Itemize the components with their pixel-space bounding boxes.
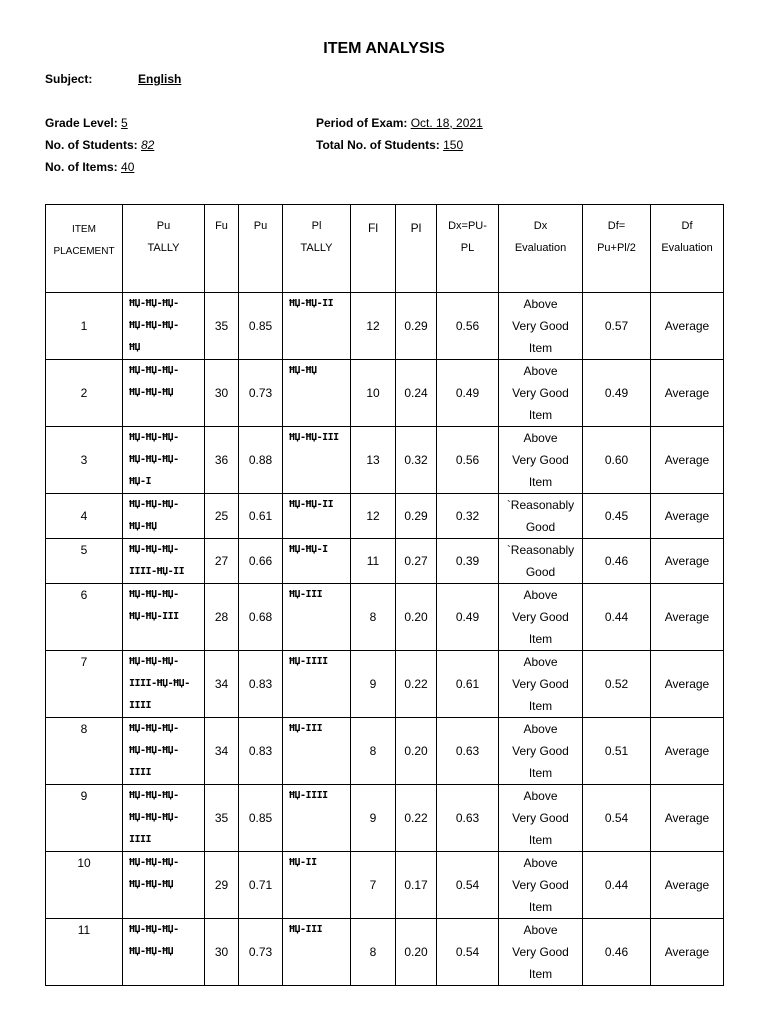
cell-pu-tally-line: ĦЏ-ĦЏ-ĦЏ- bbox=[129, 320, 179, 331]
cell-fl: 13 bbox=[351, 427, 396, 494]
cell-dx: 0.54 bbox=[437, 852, 499, 919]
cell-df-evaluation: Average bbox=[651, 494, 724, 539]
cell-item-number: 8 bbox=[46, 718, 123, 785]
cell-item-number: 6 bbox=[46, 584, 123, 651]
cell-dx-evaluation-line: Very Good bbox=[512, 610, 569, 624]
cell-pl: 0.24 bbox=[396, 360, 437, 427]
table-header-row bbox=[46, 205, 724, 293]
cell-pu-tally-line: ĦЏ-ĦЏ-ĦЏ- bbox=[129, 544, 179, 555]
cell-pu: 0.68 bbox=[239, 584, 283, 651]
cell-pl-tally bbox=[283, 293, 351, 360]
cell-pu-tally-line: ĦЏ-ĦЏ-ĦЏ- bbox=[129, 589, 179, 600]
cell-pl-tally-line: ĦЏ-ĦЏ-II bbox=[289, 499, 334, 510]
cell-dx: 0.56 bbox=[437, 293, 499, 360]
cell-fu: 36 bbox=[205, 427, 239, 494]
cell-item-number: 9 bbox=[46, 785, 123, 852]
cell-pu-tally-line: ĦЏ bbox=[129, 342, 141, 353]
cell-dx-evaluation bbox=[499, 919, 583, 986]
cell-pl: 0.22 bbox=[396, 785, 437, 852]
cell-item-number: 11 bbox=[46, 919, 123, 986]
cell-fu: 25 bbox=[205, 494, 239, 539]
cell-pu-tally-line: IIII bbox=[129, 834, 152, 845]
cell-dx-evaluation-line: Above bbox=[523, 588, 558, 602]
cell-dx-evaluation-line: Item bbox=[528, 766, 553, 780]
header-pl-tally-line2: TALLY bbox=[300, 242, 333, 254]
cell-pu-tally-line: ĦЏ-ĦЏ-ĦЏ- bbox=[129, 857, 179, 868]
cell-pu-tally bbox=[123, 718, 205, 785]
header-pl-tally-line1: Pl bbox=[311, 220, 322, 232]
cell-fl: 12 bbox=[351, 494, 396, 539]
header-fl: Fl bbox=[351, 205, 396, 293]
cell-fl: 8 bbox=[351, 584, 396, 651]
cell-pl: 0.17 bbox=[396, 852, 437, 919]
cell-pu-tally bbox=[123, 494, 205, 539]
cell-pu-tally-line: ĦЏ-ĦЏ-ĦЏ- bbox=[129, 499, 179, 510]
cell-pu: 0.83 bbox=[239, 718, 283, 785]
cell-dx-evaluation-line: Above bbox=[523, 722, 558, 736]
cell-pu-tally bbox=[123, 539, 205, 584]
cell-df-evaluation: Average bbox=[651, 852, 724, 919]
cell-dx: 0.63 bbox=[437, 785, 499, 852]
grade-label: Grade Level: bbox=[45, 116, 118, 130]
cell-pl-tally bbox=[283, 785, 351, 852]
cell-dx-evaluation-line: Very Good bbox=[512, 945, 569, 959]
cell-dx-evaluation-line: Very Good bbox=[512, 878, 569, 892]
cell-pu-tally-line: ĦЏ-ĦЏ bbox=[129, 521, 157, 532]
cell-pl: 0.20 bbox=[396, 584, 437, 651]
cell-df-evaluation: Average bbox=[651, 360, 724, 427]
period-label: Period of Exam: bbox=[316, 116, 408, 130]
header-dx-evaluation-line2: Evaluation bbox=[514, 242, 567, 254]
items-value: 40 bbox=[121, 160, 135, 174]
cell-df-evaluation: Average bbox=[651, 584, 724, 651]
cell-dx-evaluation bbox=[499, 785, 583, 852]
header-pu-tally-line1: Pu bbox=[156, 220, 171, 232]
cell-item-number: 10 bbox=[46, 852, 123, 919]
table-row bbox=[46, 539, 724, 584]
item-analysis-table bbox=[45, 204, 724, 986]
cell-pu: 0.83 bbox=[239, 651, 283, 718]
cell-pu-tally-line: ĦЏ-I bbox=[129, 476, 152, 487]
cell-dx-evaluation-line: Very Good bbox=[512, 319, 569, 333]
cell-pl-tally bbox=[283, 919, 351, 986]
cell-pu-tally-line: ĦЏ-ĦЏ-ĦЏ bbox=[129, 387, 174, 398]
header-df-evaluation bbox=[651, 205, 724, 293]
cell-df-evaluation: Average bbox=[651, 785, 724, 852]
cell-dx: 0.63 bbox=[437, 718, 499, 785]
cell-pu-tally-line: ĦЏ-ĦЏ-ĦЏ bbox=[129, 879, 174, 890]
cell-pl-tally bbox=[283, 718, 351, 785]
cell-df: 0.52 bbox=[583, 651, 651, 718]
cell-pu-tally-line: ĦЏ-ĦЏ-ĦЏ- bbox=[129, 298, 179, 309]
cell-pl-tally-line: ĦЏ-ĦЏ-III bbox=[289, 432, 339, 443]
cell-pl-tally bbox=[283, 852, 351, 919]
table-row bbox=[46, 584, 724, 651]
cell-dx-evaluation bbox=[499, 584, 583, 651]
cell-dx-evaluation-line: Item bbox=[528, 475, 553, 489]
cell-pu-tally bbox=[123, 360, 205, 427]
cell-dx-evaluation-line: Item bbox=[528, 900, 553, 914]
cell-fu: 34 bbox=[205, 718, 239, 785]
table-row bbox=[46, 718, 724, 785]
cell-pu-tally-line: ĦЏ-ĦЏ-ĦЏ- bbox=[129, 365, 179, 376]
cell-dx-evaluation-line: Above bbox=[523, 789, 558, 803]
cell-df-evaluation: Average bbox=[651, 651, 724, 718]
table-row bbox=[46, 427, 724, 494]
exam-period bbox=[316, 116, 483, 130]
cell-pl-tally-line: ĦЏ-ĦЏ-I bbox=[289, 544, 328, 555]
cell-dx-evaluation-line: Above bbox=[523, 297, 558, 311]
table-row bbox=[46, 785, 724, 852]
header-dx-line2: PL bbox=[460, 242, 475, 254]
total-students bbox=[316, 138, 463, 152]
cell-pl: 0.32 bbox=[396, 427, 437, 494]
total-label: Total No. of Students: bbox=[316, 138, 440, 152]
cell-dx-evaluation-line: Very Good bbox=[512, 744, 569, 758]
cell-fu: 27 bbox=[205, 539, 239, 584]
cell-fl: 11 bbox=[351, 539, 396, 584]
cell-df-evaluation: Average bbox=[651, 718, 724, 785]
cell-pu-tally-line: IIII bbox=[129, 767, 152, 778]
subject-value: English bbox=[138, 72, 182, 86]
cell-dx: 0.39 bbox=[437, 539, 499, 584]
cell-dx-evaluation-line: Good bbox=[525, 520, 556, 534]
cell-df-evaluation: Average bbox=[651, 919, 724, 986]
cell-fu: 29 bbox=[205, 852, 239, 919]
cell-dx: 0.54 bbox=[437, 919, 499, 986]
cell-dx-evaluation bbox=[499, 651, 583, 718]
cell-pu: 0.88 bbox=[239, 427, 283, 494]
cell-dx-evaluation bbox=[499, 427, 583, 494]
cell-df: 0.44 bbox=[583, 584, 651, 651]
cell-pu-tally-line: ĦЏ-ĦЏ-ĦЏ bbox=[129, 946, 174, 957]
cell-pl-tally bbox=[283, 539, 351, 584]
header-pu-tally bbox=[123, 205, 205, 293]
cell-dx-evaluation bbox=[499, 360, 583, 427]
cell-dx: 0.49 bbox=[437, 360, 499, 427]
cell-dx-evaluation-line: Item bbox=[528, 967, 553, 981]
cell-dx-evaluation bbox=[499, 539, 583, 584]
cell-pu-tally bbox=[123, 919, 205, 986]
cell-dx-evaluation-line: Item bbox=[528, 699, 553, 713]
cell-dx-evaluation-line: Very Good bbox=[512, 677, 569, 691]
cell-dx-evaluation-line: Very Good bbox=[512, 811, 569, 825]
cell-pu-tally-line: IIII bbox=[129, 700, 152, 711]
cell-pl-tally-line: ĦЏ-IIII bbox=[289, 656, 328, 667]
cell-df-evaluation: Average bbox=[651, 539, 724, 584]
cell-fu: 30 bbox=[205, 919, 239, 986]
cell-fl: 9 bbox=[351, 785, 396, 852]
cell-item-number: 2 bbox=[46, 360, 123, 427]
cell-dx-evaluation bbox=[499, 718, 583, 785]
table-row bbox=[46, 919, 724, 986]
header-pl-tally bbox=[283, 205, 351, 293]
cell-df: 0.46 bbox=[583, 539, 651, 584]
cell-pu-tally-line: ĦЏ-ĦЏ-ĦЏ- bbox=[129, 790, 179, 801]
cell-dx-evaluation-line: Very Good bbox=[512, 453, 569, 467]
subject-label: Subject: bbox=[45, 72, 93, 86]
cell-item-number: 5 bbox=[46, 539, 123, 584]
cell-dx: 0.56 bbox=[437, 427, 499, 494]
cell-pu-tally-line: IIII-ĦЏ-ĦЏ- bbox=[129, 678, 190, 689]
cell-df: 0.60 bbox=[583, 427, 651, 494]
cell-pl: 0.27 bbox=[396, 539, 437, 584]
item-count bbox=[45, 160, 134, 174]
cell-pu-tally-line: ĦЏ-ĦЏ-ĦЏ- bbox=[129, 723, 179, 734]
cell-pl-tally-line: ĦЏ-III bbox=[289, 924, 323, 935]
cell-item-number: 7 bbox=[46, 651, 123, 718]
cell-dx-evaluation bbox=[499, 852, 583, 919]
header-pl: Pl bbox=[396, 205, 437, 293]
table-row bbox=[46, 360, 724, 427]
cell-df: 0.46 bbox=[583, 919, 651, 986]
header-df-evaluation-line2: Evaluation bbox=[661, 242, 713, 254]
cell-pu-tally-line: ĦЏ-ĦЏ-ĦЏ- bbox=[129, 924, 179, 935]
students-label: No. of Students: bbox=[45, 138, 138, 152]
cell-pu-tally bbox=[123, 293, 205, 360]
cell-dx-evaluation-line: Above bbox=[523, 364, 558, 378]
cell-fl: 12 bbox=[351, 293, 396, 360]
header-dx-line1: Dx=PU- bbox=[448, 220, 487, 232]
cell-pl-tally bbox=[283, 360, 351, 427]
period-value: Oct. 18, 2021 bbox=[410, 116, 483, 130]
cell-pu-tally-line: ĦЏ-ĦЏ-III bbox=[129, 611, 179, 622]
header-pu: Pu bbox=[239, 205, 283, 293]
cell-df: 0.54 bbox=[583, 785, 651, 852]
header-dx-evaluation-line1: Dx bbox=[533, 220, 548, 232]
cell-pu-tally bbox=[123, 427, 205, 494]
cell-pl: 0.29 bbox=[396, 293, 437, 360]
cell-item-number: 3 bbox=[46, 427, 123, 494]
items-label: No. of Items: bbox=[45, 160, 118, 174]
cell-df-evaluation: Average bbox=[651, 427, 724, 494]
header-df bbox=[583, 205, 651, 293]
cell-df-evaluation: Average bbox=[651, 293, 724, 360]
cell-dx-evaluation-line: Item bbox=[528, 833, 553, 847]
cell-item-number: 4 bbox=[46, 494, 123, 539]
cell-pu-tally bbox=[123, 785, 205, 852]
table-row bbox=[46, 293, 724, 360]
table-row bbox=[46, 494, 724, 539]
cell-fl: 8 bbox=[351, 718, 396, 785]
cell-dx-evaluation-line: Above bbox=[523, 856, 558, 870]
cell-pu: 0.73 bbox=[239, 360, 283, 427]
table-row bbox=[46, 852, 724, 919]
cell-fu: 34 bbox=[205, 651, 239, 718]
cell-dx-evaluation-line: Very Good bbox=[512, 386, 569, 400]
header-dx-evaluation bbox=[499, 205, 583, 293]
cell-pu: 0.73 bbox=[239, 919, 283, 986]
cell-pu-tally bbox=[123, 651, 205, 718]
cell-pu-tally-line: ĦЏ-ĦЏ-ĦЏ- bbox=[129, 656, 179, 667]
cell-pu-tally-line: ĦЏ-ĦЏ-ĦЏ- bbox=[129, 812, 179, 823]
cell-pu-tally bbox=[123, 584, 205, 651]
cell-pl: 0.20 bbox=[396, 919, 437, 986]
cell-dx-evaluation-line: Item bbox=[528, 341, 553, 355]
cell-df: 0.44 bbox=[583, 852, 651, 919]
cell-pl: 0.29 bbox=[396, 494, 437, 539]
cell-df: 0.49 bbox=[583, 360, 651, 427]
cell-dx-evaluation-line: `Reasonably bbox=[506, 498, 575, 512]
cell-pu-tally-line: IIII-ĦЏ-II bbox=[129, 566, 185, 577]
cell-fl: 9 bbox=[351, 651, 396, 718]
cell-pu: 0.61 bbox=[239, 494, 283, 539]
header-item-placement: ITEM PLACEMENT bbox=[46, 205, 123, 293]
cell-pl: 0.20 bbox=[396, 718, 437, 785]
header-dx bbox=[437, 205, 499, 293]
cell-pl-tally bbox=[283, 651, 351, 718]
cell-fl: 7 bbox=[351, 852, 396, 919]
students-value: 82 bbox=[141, 138, 155, 152]
cell-dx-evaluation bbox=[499, 494, 583, 539]
cell-df: 0.45 bbox=[583, 494, 651, 539]
header-pu-tally-line2: TALLY bbox=[147, 242, 180, 254]
cell-pl-tally-line: ĦЏ-ĦЏ-II bbox=[289, 298, 334, 309]
cell-df: 0.57 bbox=[583, 293, 651, 360]
cell-pl-tally bbox=[283, 584, 351, 651]
cell-fu: 35 bbox=[205, 293, 239, 360]
cell-fl: 8 bbox=[351, 919, 396, 986]
cell-item-number: 1 bbox=[46, 293, 123, 360]
cell-dx-evaluation-line: Good bbox=[525, 565, 556, 579]
cell-fu: 35 bbox=[205, 785, 239, 852]
cell-dx-evaluation-line: Above bbox=[523, 655, 558, 669]
cell-pu-tally-line: ĦЏ-ĦЏ-ĦЏ- bbox=[129, 454, 179, 465]
cell-pl-tally bbox=[283, 494, 351, 539]
table-row bbox=[46, 651, 724, 718]
cell-pl-tally-line: ĦЏ-ĦЏ bbox=[289, 365, 317, 376]
cell-pl-tally bbox=[283, 427, 351, 494]
header-df-evaluation-line1: Df bbox=[681, 220, 693, 232]
cell-dx-evaluation bbox=[499, 293, 583, 360]
cell-fl: 10 bbox=[351, 360, 396, 427]
cell-pu-tally-line: ĦЏ-ĦЏ-ĦЏ- bbox=[129, 745, 179, 756]
cell-pl-tally-line: ĦЏ-IIII bbox=[289, 790, 328, 801]
cell-fu: 28 bbox=[205, 584, 239, 651]
cell-pu: 0.85 bbox=[239, 293, 283, 360]
total-value: 150 bbox=[443, 138, 464, 152]
cell-dx: 0.49 bbox=[437, 584, 499, 651]
cell-df: 0.51 bbox=[583, 718, 651, 785]
cell-pu: 0.71 bbox=[239, 852, 283, 919]
cell-pu: 0.66 bbox=[239, 539, 283, 584]
cell-dx-evaluation-line: Above bbox=[523, 431, 558, 445]
cell-dx-evaluation-line: `Reasonably bbox=[506, 543, 575, 557]
cell-dx: 0.61 bbox=[437, 651, 499, 718]
cell-pu: 0.85 bbox=[239, 785, 283, 852]
cell-dx-evaluation-line: Above bbox=[523, 923, 558, 937]
page-title: ITEM ANALYSIS bbox=[323, 40, 445, 57]
cell-pu-tally-line: ĦЏ-ĦЏ-ĦЏ- bbox=[129, 432, 179, 443]
student-count bbox=[45, 138, 154, 152]
cell-dx: 0.32 bbox=[437, 494, 499, 539]
cell-dx-evaluation-line: Item bbox=[528, 632, 553, 646]
cell-pl-tally-line: ĦЏ-III bbox=[289, 589, 323, 600]
header-df-line1: Df= bbox=[607, 220, 626, 232]
cell-pl-tally-line: ĦЏ-III bbox=[289, 723, 323, 734]
cell-pu-tally bbox=[123, 852, 205, 919]
header-fu: Fu bbox=[205, 205, 239, 293]
cell-pl: 0.22 bbox=[396, 651, 437, 718]
grade-value: 5 bbox=[121, 116, 128, 130]
grade-level bbox=[45, 116, 128, 130]
cell-pl-tally-line: ĦЏ-II bbox=[289, 857, 317, 868]
cell-dx-evaluation-line: Item bbox=[528, 408, 553, 422]
cell-fu: 30 bbox=[205, 360, 239, 427]
header-df-line2: Pu+Pl/2 bbox=[597, 242, 636, 254]
